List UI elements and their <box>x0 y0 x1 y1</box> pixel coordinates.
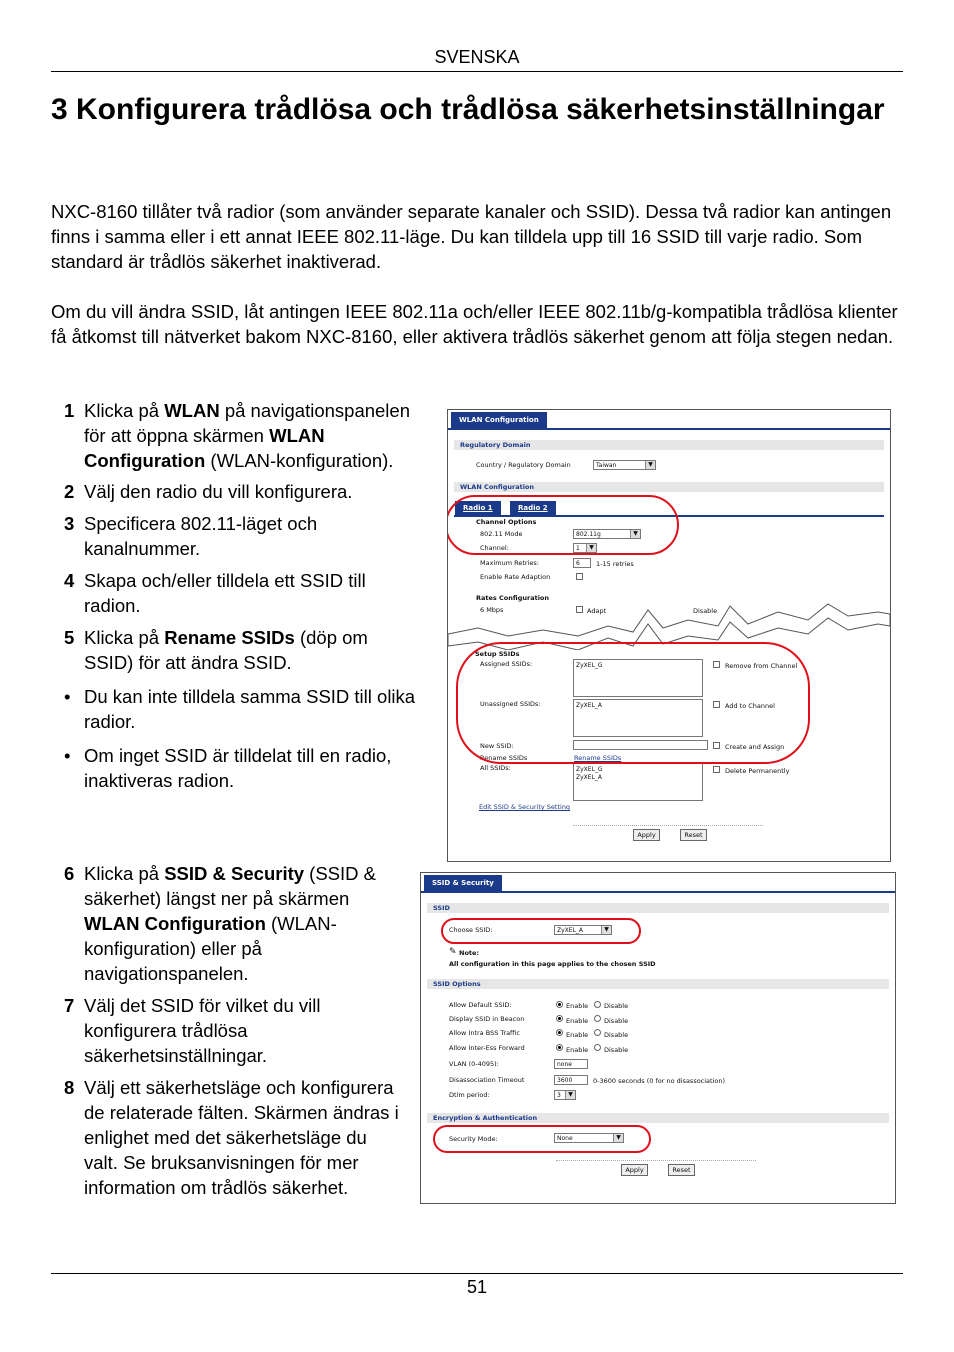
step-text: Klicka på <box>84 627 165 648</box>
step-text: Skapa och/eller tilldela ett SSID till radion. <box>84 570 366 616</box>
dtim-label: Dtim period: <box>449 1091 490 1099</box>
step-item <box>51 511 421 561</box>
step-item <box>51 1075 401 1200</box>
step-text: (döp om SSID) för att ändra SSID. <box>84 627 368 673</box>
step-item <box>51 398 421 473</box>
allow-default-ssid-enable-radio[interactable] <box>556 1001 563 1008</box>
channel-label: Channel: <box>480 544 509 552</box>
step-text: Klicka på <box>84 863 165 884</box>
display-ssid-enable-radio[interactable] <box>556 1015 563 1022</box>
assigned-ssids-label: Assigned SSIDs: <box>480 660 533 668</box>
apply-button[interactable]: Apply <box>633 829 660 841</box>
steps-list-2 <box>51 861 401 1200</box>
rate-adaption-checkbox[interactable] <box>576 573 583 580</box>
enable-label: Enable <box>566 1002 589 1010</box>
vlan-label: VLAN (0-4095): <box>449 1060 499 1068</box>
disable-label: Disable <box>604 1031 629 1039</box>
country-label: Country / Regulatory Domain <box>476 461 571 469</box>
retries-label: Maximum Retries: <box>480 559 539 567</box>
intra-bss-label: Allow Intra BSS Traffic <box>449 1029 520 1037</box>
retries-input[interactable]: 6 <box>573 558 591 568</box>
security-mode-label: Security Mode: <box>449 1135 498 1143</box>
step-bold: WLAN Configuration <box>84 913 266 934</box>
step-text: Välj ett säkerhetsläge och konfigurera de relaterade fälten. Skärmen ändras i enlighet med det säkerhetsläge du valt. Se bruksanvisningen för mer information om trådlös säkerhet. <box>84 1077 399 1198</box>
step-number: 5 <box>64 627 75 648</box>
disassociation-label: Disassociation Timeout <box>449 1076 525 1084</box>
rates-configuration-label: Rates Configuration <box>476 594 550 602</box>
bullet-text: Om inget SSID är tilldelat till en radio, inaktiveras radion. <box>84 745 392 791</box>
step-bold: Rename SSIDs <box>164 627 295 648</box>
inter-ess-label: Allow Inter-Ess Forward <box>449 1044 525 1052</box>
page-header-language: SVENSKA <box>434 47 520 67</box>
chevron-down-icon: ▼ <box>630 530 640 538</box>
step-item <box>51 993 401 1068</box>
intra-bss-enable-radio[interactable] <box>556 1029 563 1036</box>
edit-ssid-security-link[interactable]: Edit SSID & Security Setting <box>479 803 571 811</box>
adapt-label: Adapt <box>587 607 607 615</box>
step-item <box>51 861 401 986</box>
ssid-bar: SSID <box>427 903 889 913</box>
tab-row <box>448 410 890 430</box>
list-item[interactable]: ZyXEL_G <box>576 766 603 773</box>
step-text: Välj den radio du vill konfigurera. <box>84 481 353 502</box>
all-ssids-label: All SSIDs: <box>480 764 511 772</box>
create-and-assign-label: Create and Assign <box>725 743 785 751</box>
note-icon: ✎ <box>449 947 457 957</box>
ssid-security-screenshot <box>420 872 896 1204</box>
bullet-item <box>51 743 421 793</box>
step-text: (WLAN-konfiguration) eller på navigationspanelen. <box>84 913 337 984</box>
disable-label: Disable <box>604 1046 629 1054</box>
step-item <box>51 625 421 675</box>
page-number: 51 <box>466 1277 488 1297</box>
tab-row <box>421 873 895 893</box>
ssid-options-bar: SSID Options <box>427 979 889 989</box>
reset-button[interactable]: Reset <box>680 829 707 841</box>
mode-value: 802.11g <box>576 531 601 538</box>
step-text: (SSID & säkerhet) längst ner på skärmen <box>84 863 377 909</box>
inter-ess-disable-radio[interactable] <box>594 1044 601 1051</box>
disable-label: Disable <box>604 1017 629 1025</box>
tab-wlan-configuration[interactable]: WLAN Configuration <box>451 412 547 428</box>
tab-radio-1[interactable]: Radio 1 <box>455 501 501 515</box>
disassociation-hint: 0-3600 seconds (0 for no disassociation) <box>593 1077 726 1085</box>
step-text: Välj det SSID för vilket du vill konfigurera trådlösa säkerhetsinställningar. <box>84 995 321 1066</box>
bullet-symbol: • <box>64 745 71 766</box>
intro-paragraph-1: NXC-8160 tillåter två radior (som använder separate kanaler och SSID). Dessa två radior kan antingen finns i samma eller i ett annat IEEE 802.11-läge. Du kan tilldela upp till 16 SSID till varje radio. Som standard är trådlös säkerhet inaktiverad. <box>51 201 892 272</box>
wlan-configuration-screenshot <box>447 409 891 862</box>
allow-default-ssid-label: Allow Default SSID: <box>449 1001 512 1009</box>
note-label: Note: <box>459 949 480 957</box>
list-item[interactable]: ZyXEL_A <box>576 774 603 781</box>
step-item <box>51 479 421 504</box>
vlan-input[interactable]: none <box>554 1059 588 1069</box>
assigned-ssids-list[interactable]: ZyXEL_G <box>573 659 703 697</box>
step-text: Specificera 802.11-läget och kanalnummer. <box>84 513 318 559</box>
divider <box>573 825 763 826</box>
encryption-bar: Encryption & Authentication <box>427 1113 889 1123</box>
intro-paragraph-2: Om du vill ändra SSID, låt antingen IEEE 802.11a och/eller IEEE 802.11b/g-kompatibla trådlösa klienter få åtkomst till nätverket bakom NXC-8160, eller aktivera trådlös säkerhet genom att följa stegen nedan. <box>51 301 898 347</box>
inter-ess-enable-radio[interactable] <box>556 1044 563 1051</box>
step-text: på navigationspanelen för att öppna skärmen <box>84 400 410 446</box>
rename-ssids-label: Rename SSIDs <box>480 754 528 762</box>
channel-options-label: Channel Options <box>476 518 537 526</box>
step-number: 7 <box>64 995 75 1016</box>
step-bold: WLAN Configuration <box>84 425 325 471</box>
mode-label: 802.11 Mode <box>480 530 523 538</box>
chevron-down-icon: ▼ <box>586 544 596 552</box>
display-ssid-disable-radio[interactable] <box>594 1015 601 1022</box>
disable-label: Disable <box>693 607 718 615</box>
choose-ssid-value: ZyXEL_A <box>557 927 584 934</box>
choose-ssid-label: Choose SSID: <box>449 926 493 934</box>
dtim-select[interactable] <box>554 1090 576 1100</box>
channel-value: 1 <box>576 545 580 552</box>
apply-button[interactable]: Apply <box>621 1164 648 1176</box>
country-select[interactable] <box>593 460 656 470</box>
step-bold: WLAN <box>164 400 220 421</box>
steps-list-1 <box>51 398 421 793</box>
reset-button[interactable]: Reset <box>668 1164 695 1176</box>
display-ssid-label: Display SSID in Beacon <box>449 1015 525 1023</box>
allow-default-ssid-disable-radio[interactable] <box>594 1001 601 1008</box>
highlight-oval-radio <box>447 495 679 555</box>
step-text: Klicka på <box>84 400 165 421</box>
enable-label: Enable <box>566 1017 589 1025</box>
all-ssids-list[interactable] <box>573 763 703 801</box>
highlight-oval-security-mode <box>433 1125 651 1153</box>
retries-hint: 1-15 retries <box>596 560 634 568</box>
page-title: 3 Konfigurera trådlösa och trådlösa säkerhetsinställningar <box>51 93 885 126</box>
step-text: (WLAN-konfiguration). <box>205 450 394 471</box>
step-bold: SSID & Security <box>164 863 305 884</box>
bullet-symbol: • <box>64 686 71 707</box>
mbps-label: 6 Mbps <box>480 606 504 614</box>
step-number: 1 <box>64 400 75 421</box>
step-number: 6 <box>64 863 75 884</box>
dtim-value: 3 <box>557 1092 561 1099</box>
delete-permanently-label: Delete Permanently <box>725 767 790 775</box>
unassigned-ssids-list[interactable]: ZyXEL_A <box>573 699 703 737</box>
divider <box>556 1160 756 1161</box>
rename-ssids-link[interactable]: Rename SSIDs <box>574 754 622 762</box>
tab-radio-2[interactable]: Radio 2 <box>510 501 556 515</box>
unassigned-ssids-label: Unassigned SSIDs: <box>480 700 541 708</box>
chevron-down-icon: ▼ <box>613 1134 623 1142</box>
intra-bss-disable-radio[interactable] <box>594 1029 601 1036</box>
country-value: Taiwan <box>596 462 617 469</box>
step-number: 2 <box>64 481 75 502</box>
delete-permanently-checkbox[interactable] <box>713 766 720 773</box>
torn-break-graphic <box>448 590 890 650</box>
setup-ssids-label: Setup SSIDs <box>475 650 520 658</box>
chevron-down-icon: ▼ <box>565 1091 575 1099</box>
enable-label: Enable <box>566 1031 589 1039</box>
regulatory-domain-bar: Regulatory Domain <box>454 440 884 450</box>
note-text: All configuration in this page applies to the chosen SSID <box>449 960 656 968</box>
tab-ssid-security[interactable]: SSID & Security <box>424 875 502 891</box>
add-to-channel-label: Add to Channel <box>725 702 775 710</box>
highlight-oval-choose-ssid <box>441 918 641 944</box>
bullet-item <box>51 684 421 734</box>
disable-label: Disable <box>604 1002 629 1010</box>
remove-from-channel-label: Remove from Channel <box>725 662 798 670</box>
chevron-down-icon: ▼ <box>601 926 611 934</box>
chevron-down-icon: ▼ <box>645 461 655 469</box>
disassociation-input[interactable]: 3600 <box>554 1075 588 1085</box>
footer-rule <box>51 1273 903 1274</box>
new-ssid-label: New SSID: <box>480 742 514 750</box>
step-item <box>51 568 421 618</box>
step-number: 4 <box>64 570 75 591</box>
step-number: 8 <box>64 1077 75 1098</box>
bullet-text: Du kan inte tilldela samma SSID till olika radior. <box>84 686 416 732</box>
rate-adaption-label: Enable Rate Adaption <box>480 573 551 581</box>
header-rule <box>51 71 903 72</box>
enable-label: Enable <box>566 1046 589 1054</box>
highlight-oval-ssids <box>456 642 810 764</box>
step-number: 3 <box>64 513 75 534</box>
wlan-configuration-bar: WLAN Configuration <box>454 482 884 492</box>
security-mode-value: None <box>557 1135 573 1142</box>
